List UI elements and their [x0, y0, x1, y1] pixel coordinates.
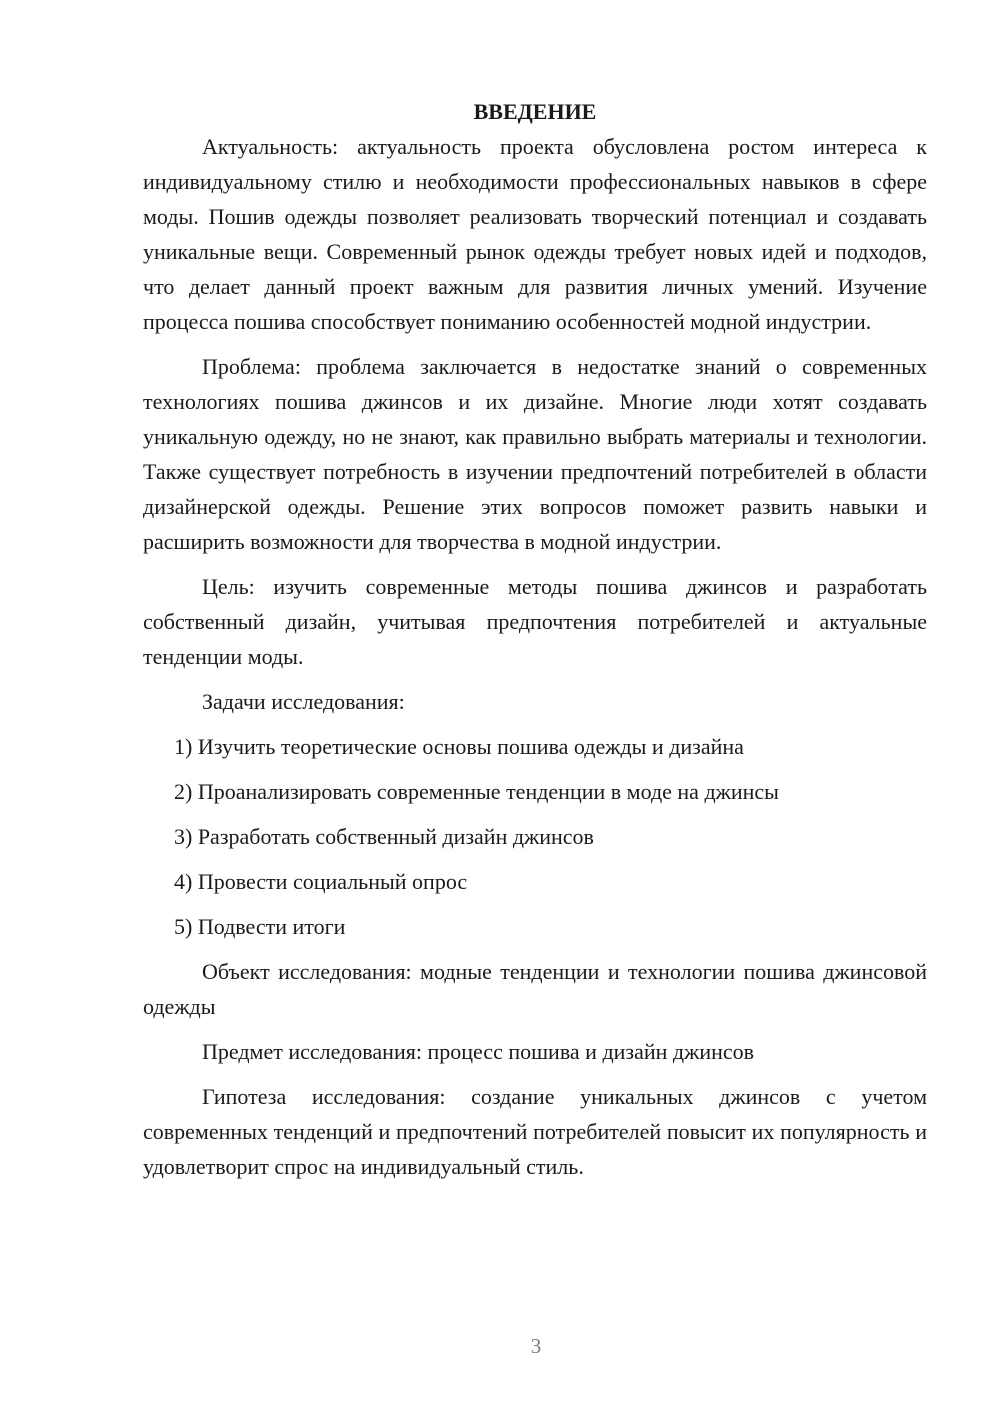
task-item: 3) Разработать собственный дизайн джинсов [174, 824, 594, 849]
paragraph-goal: Цель: изучить современные методы пошива джинсов и разработать собственный дизайн, учитывая предпочтения потребителей и актуальные тенденции моды. [143, 574, 927, 669]
paragraph-relevance: Актуальность: актуальность проекта обусловлена ростом интереса к индивидуальному стилю и необходимости профессиональных навыков в сфере моды. Пошив одежды позволяет реализовать творческий потенциал и создавать уникальные вещи. Современный рынок одежды требует новых идей и подходов, что делает данный проект важным для развития личных умений. Изучение процесса пошива способствует пониманию особенностей модной индустрии. [143, 134, 927, 334]
page-content [143, 94, 927, 1184]
paragraph-subject: Предмет исследования: процесс пошива и дизайн джинсов [202, 1039, 755, 1064]
paragraph-hypothesis: Гипотеза исследования: создание уникальных джинсов с учетом современных тенденций и предпочтений потребителей повысит их популярность и удовлетворит спрос на индивидуальный стиль. [143, 1084, 927, 1179]
task-item: 5) Подвести итоги [174, 914, 346, 939]
paragraph-problem: Проблема: проблема заключается в недостатке знаний о современных технологиях пошива джинсов и их дизайне. Многие люди хотят создавать уникальную одежду, но не знают, как правильно выбрать материалы и технологии. Также существует потребность в изучении предпочтений потребителей в области дизайнерской одежды. Решение этих вопросов поможет развить навыки и расширить возможности для творчества в модной индустрии. [143, 354, 927, 554]
section-title: ВВЕДЕНИЕ [473, 99, 597, 124]
paragraph-object: Объект исследования: модные тенденции и технологии пошива джинсовой одежды [143, 959, 927, 1019]
task-item: 1) Изучить теоретические основы пошива одежды и дизайна [174, 734, 744, 759]
task-item: 2) Проанализировать современные тенденции в моде на джинсы [174, 779, 779, 804]
tasks-heading: Задачи исследования: [202, 689, 405, 714]
page-number: 3 [530, 1334, 542, 1358]
task-item: 4) Провести социальный опрос [174, 869, 468, 894]
